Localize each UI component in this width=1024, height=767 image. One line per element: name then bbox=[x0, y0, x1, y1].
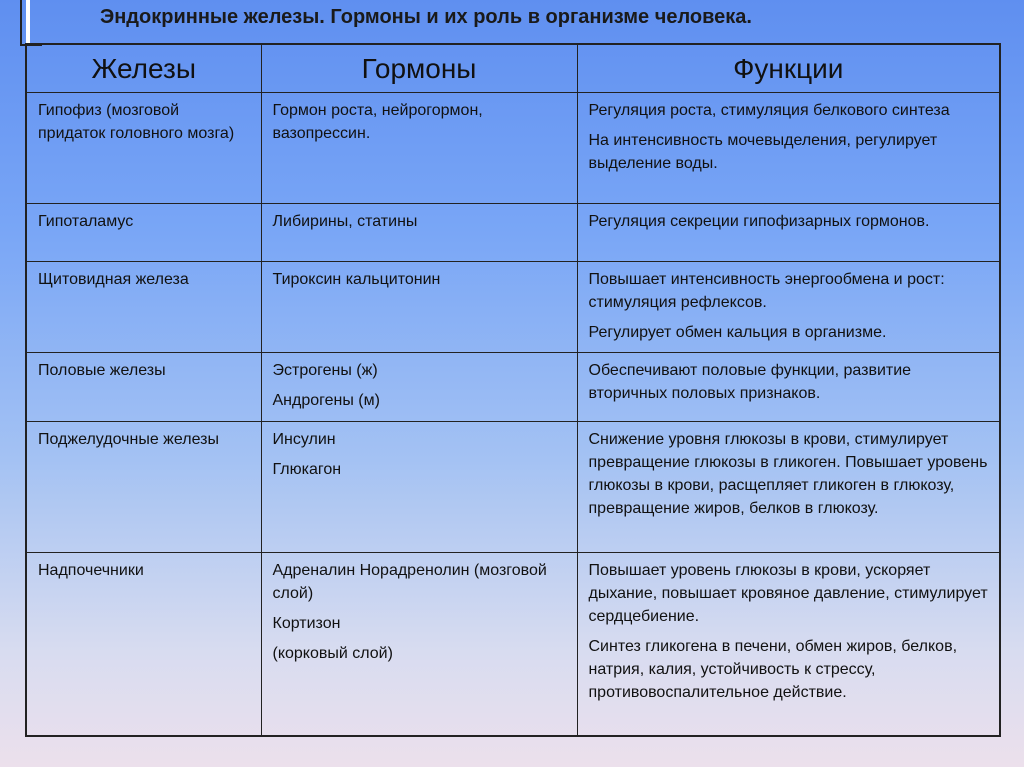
table-row bbox=[26, 553, 1000, 736]
cell-text: (корковый слой) bbox=[272, 645, 393, 662]
cell-text: Повышает уровень глюкозы в крови, ускоряет дыхание, повышает кровяное давление, стимулирует сердцебиение. bbox=[588, 562, 988, 625]
cell-text: Щитовидная железа bbox=[38, 271, 189, 288]
page-title: Эндокринные железы. Гормоны и их роль в организме человека. bbox=[100, 6, 752, 28]
cell-text: Эстрогены (ж) bbox=[272, 362, 378, 379]
cell-text: Надпочечники bbox=[38, 562, 144, 579]
table-row bbox=[26, 204, 1000, 262]
cell-text: На интенсивность мочевыделения, регулирует выделение воды. bbox=[588, 132, 938, 172]
header-row bbox=[26, 44, 1000, 93]
cell-hormones bbox=[261, 93, 577, 204]
cell-text: Регуляция секреции гипофизарных гормонов. bbox=[588, 213, 930, 230]
cell-text: Андрогены (м) bbox=[272, 392, 380, 409]
cell-hormones bbox=[261, 204, 577, 262]
table-row bbox=[26, 422, 1000, 553]
cell-hormones bbox=[261, 553, 577, 736]
cell-text: Повышает интенсивность энергообмена и рост: стимуляция рефлексов. bbox=[588, 271, 945, 311]
cell-text: Глюкагон bbox=[272, 461, 342, 478]
decorative-line-vertical bbox=[20, 0, 22, 46]
cell-text: Поджелудочные железы bbox=[38, 431, 219, 448]
cell-text: Гормон роста, нейрогормон, вазопрессин. bbox=[272, 102, 483, 142]
cell-functions bbox=[577, 553, 1000, 736]
table-row bbox=[26, 93, 1000, 204]
cell-gland bbox=[26, 262, 261, 353]
cell-text: Тироксин кальцитонин bbox=[272, 271, 441, 288]
cell-text: Либирины, статины bbox=[272, 213, 418, 230]
cell-text: Гипоталамус bbox=[38, 213, 134, 230]
table-row bbox=[26, 262, 1000, 353]
cell-text: Кортизон bbox=[272, 615, 341, 632]
header-glands: Железы bbox=[26, 44, 261, 93]
cell-gland bbox=[26, 353, 261, 422]
cell-text: Обеспечивают половые функции, развитие вторичных половых признаков. bbox=[588, 362, 912, 402]
table-row bbox=[26, 353, 1000, 422]
cell-text: Регуляция роста, стимуляция белкового синтеза bbox=[588, 102, 950, 119]
cell-functions bbox=[577, 422, 1000, 553]
header-hormones: Гормоны bbox=[261, 44, 577, 93]
cell-hormones bbox=[261, 422, 577, 553]
cell-text: Синтез гликогена в печени, обмен жиров, белков, натрия, калия, устойчивость к стрессу, противовоспалительное действие. bbox=[588, 638, 958, 701]
cell-hormones bbox=[261, 262, 577, 353]
cell-functions bbox=[577, 262, 1000, 353]
cell-text: Гипофиз (мозговой придаток головного мозга) bbox=[38, 102, 235, 142]
cell-functions bbox=[577, 353, 1000, 422]
cell-hormones bbox=[261, 353, 577, 422]
cell-gland bbox=[26, 422, 261, 553]
cell-gland bbox=[26, 93, 261, 204]
cell-text: Инсулин bbox=[272, 431, 336, 448]
endocrine-table bbox=[25, 43, 1001, 737]
cell-text: Адреналин Норадренолин (мозговой слой) bbox=[272, 562, 547, 602]
cell-functions bbox=[577, 93, 1000, 204]
cell-text: Регулирует обмен кальция в организме. bbox=[588, 324, 887, 341]
cell-functions bbox=[577, 204, 1000, 262]
cell-gland bbox=[26, 204, 261, 262]
cell-text: Половые железы bbox=[38, 362, 166, 379]
cell-text: Снижение уровня глюкозы в крови, стимулирует превращение глюкозы в гликоген. Повышает уровень глюкозы в крови, расщепляет гликоген в глюкозу, превращение жиров, белков в глюкозу. bbox=[588, 431, 988, 517]
header-functions: Функции bbox=[577, 44, 1000, 93]
cell-gland bbox=[26, 553, 261, 736]
decorative-line-vertical-light bbox=[26, 0, 30, 46]
